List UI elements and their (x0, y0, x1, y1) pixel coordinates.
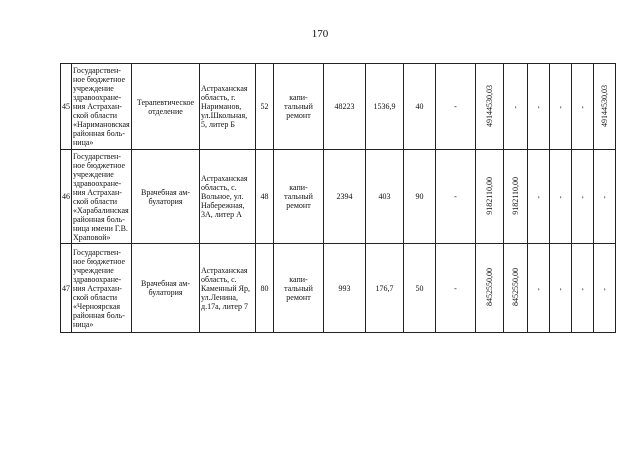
cell-c9: - (436, 64, 476, 150)
vertical-amount: - (578, 196, 587, 199)
cell-c13 (550, 64, 572, 150)
row-number: 47 (61, 244, 72, 333)
cell-c10 (476, 244, 504, 333)
vertical-amount: - (534, 287, 543, 291)
cell-c15 (594, 64, 616, 150)
cell-c14 (572, 244, 594, 333)
object-cell: Врачебная ам-булатория (132, 244, 200, 333)
cell-c10 (476, 150, 504, 244)
cell-c15 (594, 150, 616, 244)
cell-c7: 1536,9 (366, 64, 404, 150)
vertical-amount: - (600, 196, 609, 199)
cell-c4: 52 (256, 64, 274, 150)
row-number: 45 (61, 64, 72, 150)
cell-c7: 176,7 (366, 244, 404, 333)
institution-cell: Государствен-ное бюджетное учреждение здравоохране-ния Астрахан-ской области «Харабалинская районная боль-ница имени Г.В. Храповой» (72, 150, 132, 244)
vertical-amount: 9182110,00 (511, 176, 520, 215)
cell-c6: 993 (324, 244, 366, 333)
cell-c4: 80 (256, 244, 274, 333)
vertical-amount: - (556, 106, 565, 109)
row-number: 46 (61, 150, 72, 244)
work-type-cell: капи-тальный ремонт (274, 244, 324, 333)
vertical-amount: 8452550,00 (485, 268, 494, 306)
table-row (61, 64, 616, 150)
vertical-amount: - (578, 106, 587, 109)
page-number: 170 (311, 28, 329, 40)
vertical-amount: - (600, 287, 609, 291)
vertical-amount: - (511, 106, 520, 109)
cell-c7: 403 (366, 150, 404, 244)
cell-c6: 48223 (324, 64, 366, 150)
cell-c10 (476, 64, 504, 150)
cell-c9: - (436, 244, 476, 333)
object-cell: Врачебная ам-булатория (132, 150, 200, 244)
institution-cell: Государствен-ное бюджетное учреждение здравоохране-ния Астрахан-ской области «Черноярская районная боль-ница» (72, 244, 132, 333)
cell-c14 (572, 64, 594, 150)
cell-c14 (572, 150, 594, 244)
cell-c9: - (436, 150, 476, 244)
address-cell: Астраханская область, г. Нариманов, ул.Школьная, 5, литер Б (200, 64, 256, 150)
cell-c15 (594, 244, 616, 333)
vertical-amount: - (556, 287, 565, 291)
vertical-amount: - (534, 106, 543, 109)
cell-c13 (550, 150, 572, 244)
vertical-amount: - (556, 196, 565, 199)
cell-c11 (504, 244, 528, 333)
vertical-amount: 49144530,03 (600, 84, 609, 127)
table-row (61, 150, 616, 244)
object-cell: Терапевтическое отделение (132, 64, 200, 150)
cell-c8: 50 (404, 244, 436, 333)
vertical-amount: 9182110,00 (485, 176, 494, 215)
vertical-amount: 49144530,03 (485, 84, 494, 127)
table-row (61, 244, 616, 333)
cell-c11 (504, 150, 528, 244)
address-cell: Астраханская область, с. Каменный Яр, ул.Ленина, д.17а, литер 7 (200, 244, 256, 333)
cell-c8: 40 (404, 64, 436, 150)
work-type-cell: капи-тальный ремонт (274, 150, 324, 244)
cell-c13 (550, 244, 572, 333)
facilities-table (60, 63, 616, 333)
address-cell: Астраханская область, с. Вольное, ул. Набережная, 3А, литер А (200, 150, 256, 244)
cell-c12 (528, 64, 550, 150)
vertical-amount: - (578, 287, 587, 291)
cell-c8: 90 (404, 150, 436, 244)
work-type-cell: капи-тальный ремонт (274, 64, 324, 150)
cell-c11 (504, 64, 528, 150)
cell-c12 (528, 244, 550, 333)
vertical-amount: 8452550,00 (511, 268, 520, 306)
cell-c6: 2394 (324, 150, 366, 244)
institution-cell: Государствен-ное бюджетное учреждение здравоохране-ния Астрахан-ской области «Наримановская районная боль-ница» (72, 64, 132, 150)
cell-c4: 48 (256, 150, 274, 244)
cell-c12 (528, 150, 550, 244)
vertical-amount: - (534, 196, 543, 199)
